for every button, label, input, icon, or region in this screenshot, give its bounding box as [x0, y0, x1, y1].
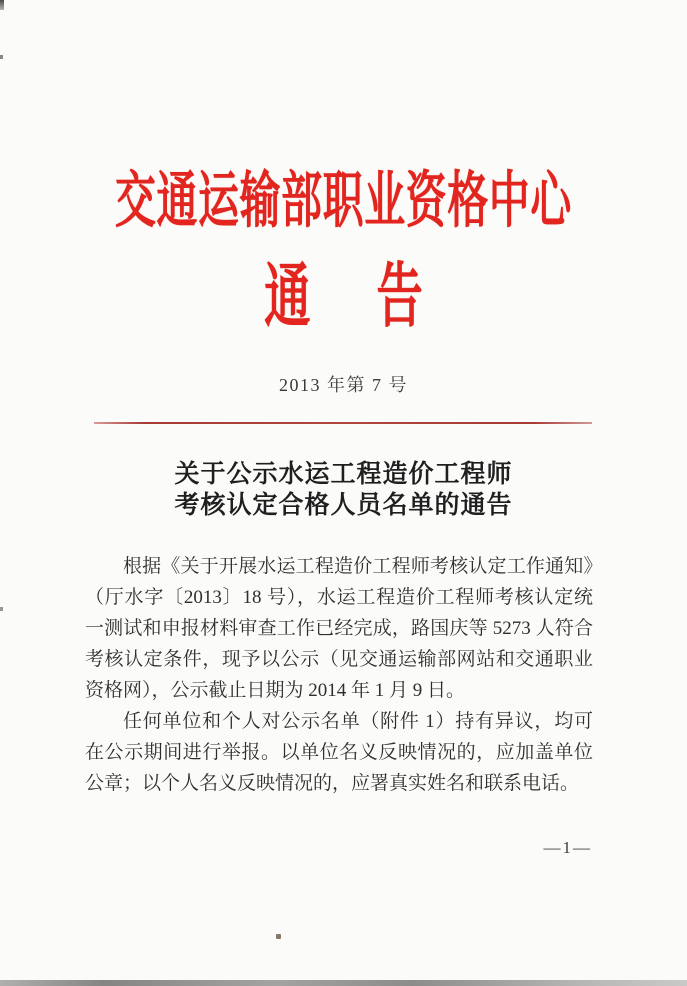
scan-artifact-left-edge	[0, 55, 3, 59]
notice-body	[85, 551, 593, 799]
doc-type-char-2: 告	[376, 259, 423, 336]
notice-title-line-2: 考核认定合格人员名单的通告	[174, 492, 513, 519]
body-paragraph-1: 根据《关于开展水运工程造价工程师考核认定工作通知》（厅水字〔2013〕18 号），水运工程造价工程师考核认定统一测试和申报材料审查工作已经完成，路国庆等 5273 人符合考核认定条件，现予以公示（见交通运输部网站和交通职业资格网），公示截止日期为 2014 年 1 月 9 日。	[85, 556, 593, 701]
notice-title	[0, 459, 687, 521]
scan-artifact-left-edge-2	[0, 607, 3, 611]
issue-number: 2013 年第 7 号	[279, 375, 408, 395]
scan-edge-shadow	[0, 980, 687, 986]
scan-artifact-speck	[276, 934, 281, 939]
doc-type-heading	[117, 256, 570, 340]
notice-title-line-1: 关于公示水运工程造价工程师	[174, 461, 513, 488]
org-title: 交通运输部职业资格中心	[115, 168, 572, 235]
scan-artifact-top-left	[0, 0, 4, 10]
page-number: —1—	[543, 838, 592, 857]
body-paragraph-2: 任何单位和个人对公示名单（附件 1）持有异议，均可在公示期间进行举报。以单位名义反映情况的，应加盖单位公章；以个人名义反映情况的，应署真实姓名和联系电话。	[85, 711, 593, 794]
doc-type-char-1: 通	[264, 259, 311, 336]
header-divider-rule	[94, 422, 592, 424]
